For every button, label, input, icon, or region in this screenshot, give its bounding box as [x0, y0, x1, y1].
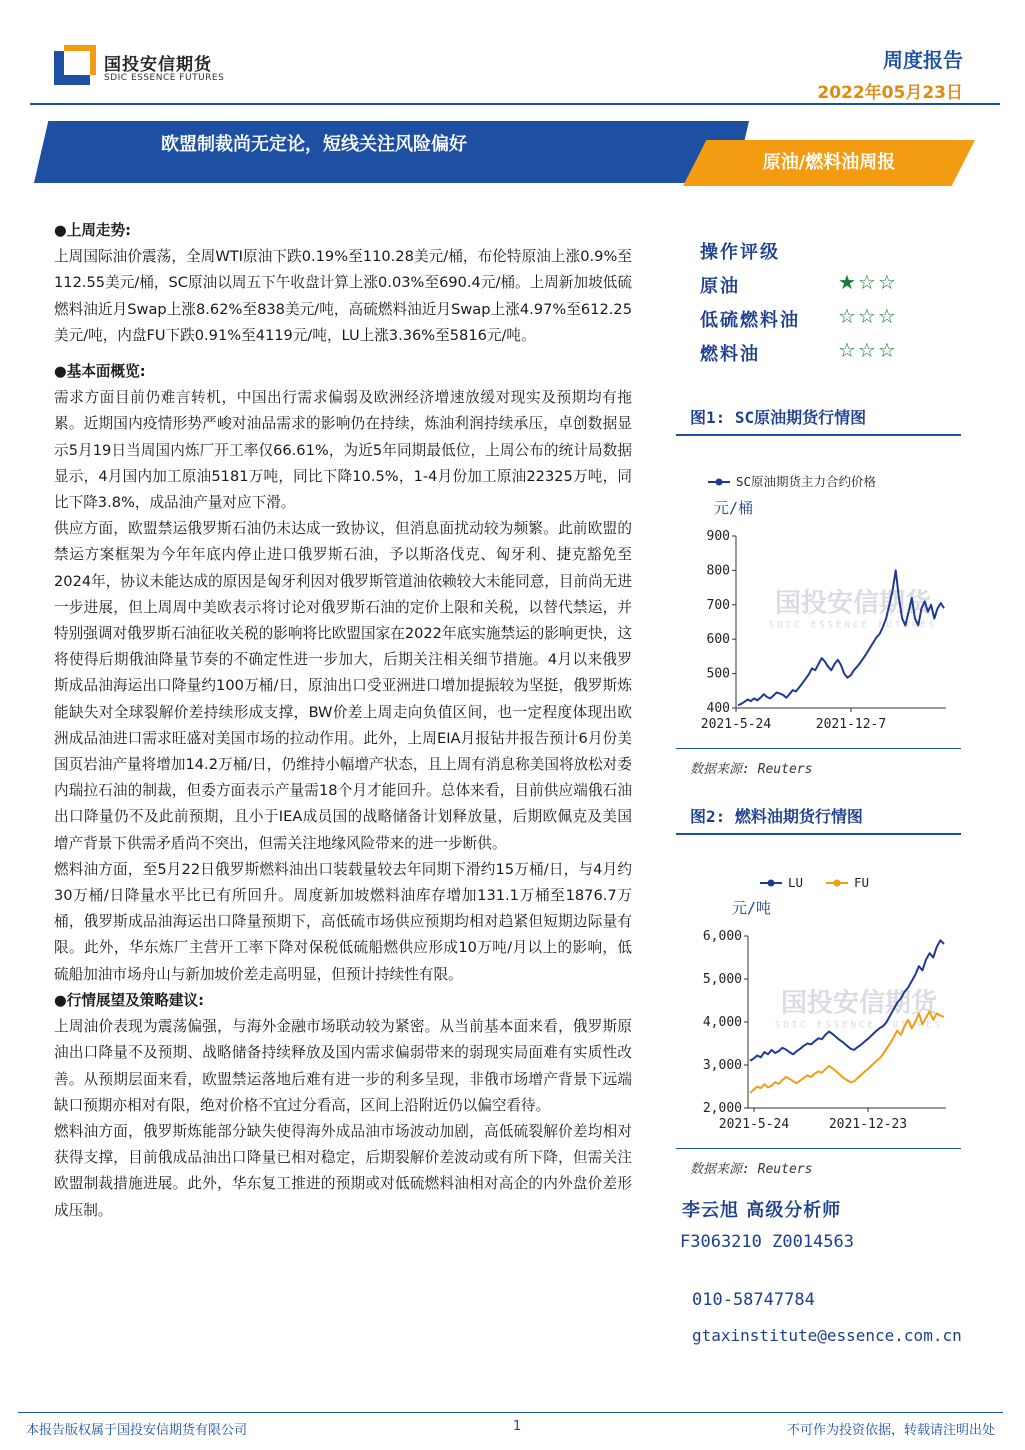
report-title: 欧盟制裁尚无定论，短线关注风险偏好	[161, 134, 467, 155]
x-tick-label: 2021-12-23	[828, 1117, 908, 1132]
figure2-top-rule	[676, 833, 961, 835]
x-tick-label: 2021-5-24	[700, 717, 772, 732]
rating-label-fuel-oil: 燃料油	[700, 344, 760, 365]
section-heading: ●基本面概览:	[54, 363, 146, 381]
legend-marker	[716, 479, 723, 486]
figure1-title: 图1: SC原油期货行情图	[690, 408, 867, 427]
y-tick-label: 3,000	[702, 1058, 742, 1073]
watermark-cn: 国投安信期货	[774, 588, 932, 619]
analyst-cert: F3063210 Z0014563	[680, 1232, 854, 1252]
section-outlook	[54, 988, 632, 1224]
report-type: 周度报告	[883, 48, 963, 72]
y-tick-label: 4,000	[702, 1015, 742, 1030]
watermark-cn: 国投安信期货	[780, 988, 938, 1019]
legend-label: FU	[854, 875, 870, 890]
paragraph: 燃料油方面，俄罗斯炼能部分缺失使得海外成品油市场波动加剧，高低硫裂解价差均相对获得支撑，目前俄成品油出口降量已相对稳定，后期裂解价差波动或有所下降，但需关注欧盟制裁措施进展。此外，华东复工推进的预期或对低硫燃料油相对高企的内外盘价差形成压制。	[54, 1122, 632, 1219]
y-tick-label: 5,000	[702, 972, 742, 987]
section-last-week	[54, 218, 632, 349]
x-tick-label: 2021-12-7	[815, 717, 887, 732]
chart-sc-crude	[676, 440, 966, 750]
legend-label: SC原油期货主力合约价格	[736, 474, 877, 489]
section-heading: ●行情展望及策略建议:	[54, 991, 204, 1009]
figure2-title: 图2: 燃料油期货行情图	[690, 807, 863, 826]
figure1-bottom-rule	[676, 748, 961, 749]
paragraph: 需求方面目前仍难言转机，中国出行需求偏弱及欧洲经济增速放缓对现实及预期均有拖累。近期国内疫情形势严峻对油品需求的影响仍在持续，炼油利润持续承压，卓创数据显示5月19日当周国内炼厂开工率仅66.61%，为近5年同期最低位，上周公布的统计局数据显示，4月国内加工原油5181万吨，同比下降10.5%，1-4月份加工原油22325万吨，同比下降3.8%，成品油产量对应下滑。	[54, 389, 632, 512]
footer-divider	[18, 1412, 1003, 1413]
rating-label-crude: 原油	[700, 276, 740, 297]
page-number: 1	[513, 1419, 522, 1434]
report-subtitle: 原油/燃料油周报	[762, 152, 896, 173]
company-logo	[54, 45, 96, 85]
watermark-en: SDIC ESSENCE FUTURES	[774, 1020, 944, 1031]
y-tick-label: 700	[706, 597, 730, 613]
report-body	[54, 218, 632, 1224]
analyst-phone: 010-58747784	[692, 1290, 815, 1310]
watermark-en: SDIC ESSENCE FUTURES	[768, 620, 938, 631]
y-tick-label: 800	[706, 563, 730, 579]
paragraph: 供应方面，欧盟禁运俄罗斯石油仍未达成一致协议，但消息面扰动较为频繁。此前欧盟的禁运方案框架为今年年底内停止进口俄罗斯石油，予以斯洛伐克、匈牙利、捷克豁免至2024年，协议未能达成的原因是匈牙利因对俄罗斯管道油依赖较大未能同意，目前尚无进一步进展，但上周周中美欧表示将讨论对俄罗斯石油的定价上限和关税，以替代禁运，并特别强调对俄罗斯石油征收关税的影响将比欧盟国家在2022年底实施禁运的影响更快，这将使得后期俄油降量节奏的不确定性进一步加大，后期关注相关细节措施。4月以来俄罗斯成品油海运出口降量约100万桶/日，原油出口受亚洲进口增加提振较为坚挺，俄罗斯炼能缺失对全球裂解价差持续形成支撑，BW价差上周走向负值区间，也一定程度体现出欧洲成品油进口需求旺盛对美国市场的拉动作用。此外，上周EIA月报钻井报告预计6月份美国页岩油产量将增加14.2万桶/日，仍维持小幅增产状态，且上周有消息称美国将放松对委内瑞拉石油的制裁，但委方面表示产量需18个月才能回升。总体来看，目前供应端俄石油出口降量仍不及此前预期，且小于IEA成员国的战略储备计划释放量，后期欧佩克及美国增产背景下供需矛盾尚不突出，但需关注地缘风险带来的进一步断供。	[54, 520, 632, 852]
y-tick-label: 2,000	[702, 1101, 742, 1116]
chart-fuel-oil	[676, 840, 966, 1150]
y-tick-label: 6,000	[702, 929, 742, 944]
section-fundamentals	[54, 359, 632, 988]
report-date: 2022年05月23日	[817, 83, 963, 103]
y-tick-label: 500	[706, 666, 730, 682]
brand-name-cn: 国投安信期货	[104, 55, 212, 75]
paragraph: 燃料油方面，至5月22日俄罗斯燃料油出口装载量较去年同期下滑约15万桶/日，与4月约30万桶/日降量水平比已有所回升。周度新加坡燃料油库存增加131.1万桶至1876.7万桶，俄罗斯成品油海运出口降量预期下，高低硫市场供应预期均相对趋紧但短期边际量有限。此外，华东炼厂主营开工率下降对保税低硫船燃供应形成10万吨/月以上的影响，低硫船加油市场舟山与新加坡价差走高明显，但预计持续性有限。	[54, 860, 632, 983]
footer-copyright: 本报告版权属于国投安信期货有限公司	[26, 1423, 248, 1438]
y-axis-unit: 元/桶	[714, 499, 754, 517]
x-tick-label: 2021-5-24	[718, 1117, 790, 1132]
analyst-email[interactable]: gtaxinstitute@essence.com.cn	[692, 1326, 962, 1345]
header-divider	[30, 103, 1000, 105]
paragraph: 上周油价表现为震荡偏强，与海外金融市场联动较为紧密。从当前基本面来看，俄罗斯原油出口降量不及预期、战略储备持续释放及国内需求偏弱带来的弱现实局面难有实质性改善。从预期层面来看，欧盟禁运落地后难有进一步的利多呈现，非俄市场增产背景下远端缺口预期亦相对有限，绝对价格不宜过分看高，区间上沿附近仍以偏空看待。	[54, 1018, 632, 1114]
legend-marker	[768, 880, 775, 887]
figure1-top-rule	[676, 434, 961, 436]
figure1-source: 数据来源: Reuters	[690, 762, 813, 777]
y-tick-label: 400	[706, 701, 730, 716]
rating-stars-crude: ★☆☆	[838, 270, 898, 294]
y-tick-label: 600	[706, 632, 730, 648]
y-tick-label: 900	[706, 529, 730, 544]
rating-label-low-sulfur: 低硫燃料油	[700, 310, 800, 331]
section-heading: ●上周走势:	[54, 222, 131, 239]
y-axis-unit: 元/吨	[732, 899, 772, 917]
rating-stars-low-sulfur: ☆☆☆	[838, 304, 898, 328]
legend-label: LU	[788, 875, 804, 890]
footer-disclaimer: 不可作为投资依据，转载请注明出处	[786, 1423, 995, 1438]
figure2-source: 数据来源: Reuters	[690, 1162, 813, 1177]
brand-name-en: SDIC ESSENCE FUTURES	[104, 73, 225, 83]
analyst-name: 李云旭 高级分析师	[682, 1200, 842, 1221]
figure2-bottom-rule	[676, 1148, 961, 1149]
rating-stars-fuel-oil: ☆☆☆	[838, 338, 898, 362]
legend-marker	[834, 880, 841, 887]
rating-title: 操作评级	[700, 242, 780, 263]
paragraph: 上周国际油价震荡，全周WTI原油下跌0.19%至110.28美元/桶，布伦特原油上涨0.9%至112.55美元/桶，SC原油以周五下午收盘计算上涨0.03%至690.4元/桶。上周新加坡低硫燃料油近月Swap上涨8.62%至838美元/吨，高硫燃料油近月Swap上涨4.97%至612.25美元/吨，内盘FU下跌0.91%至4119元/吨，LU上涨3.36%至5816元/吨。	[54, 248, 632, 344]
